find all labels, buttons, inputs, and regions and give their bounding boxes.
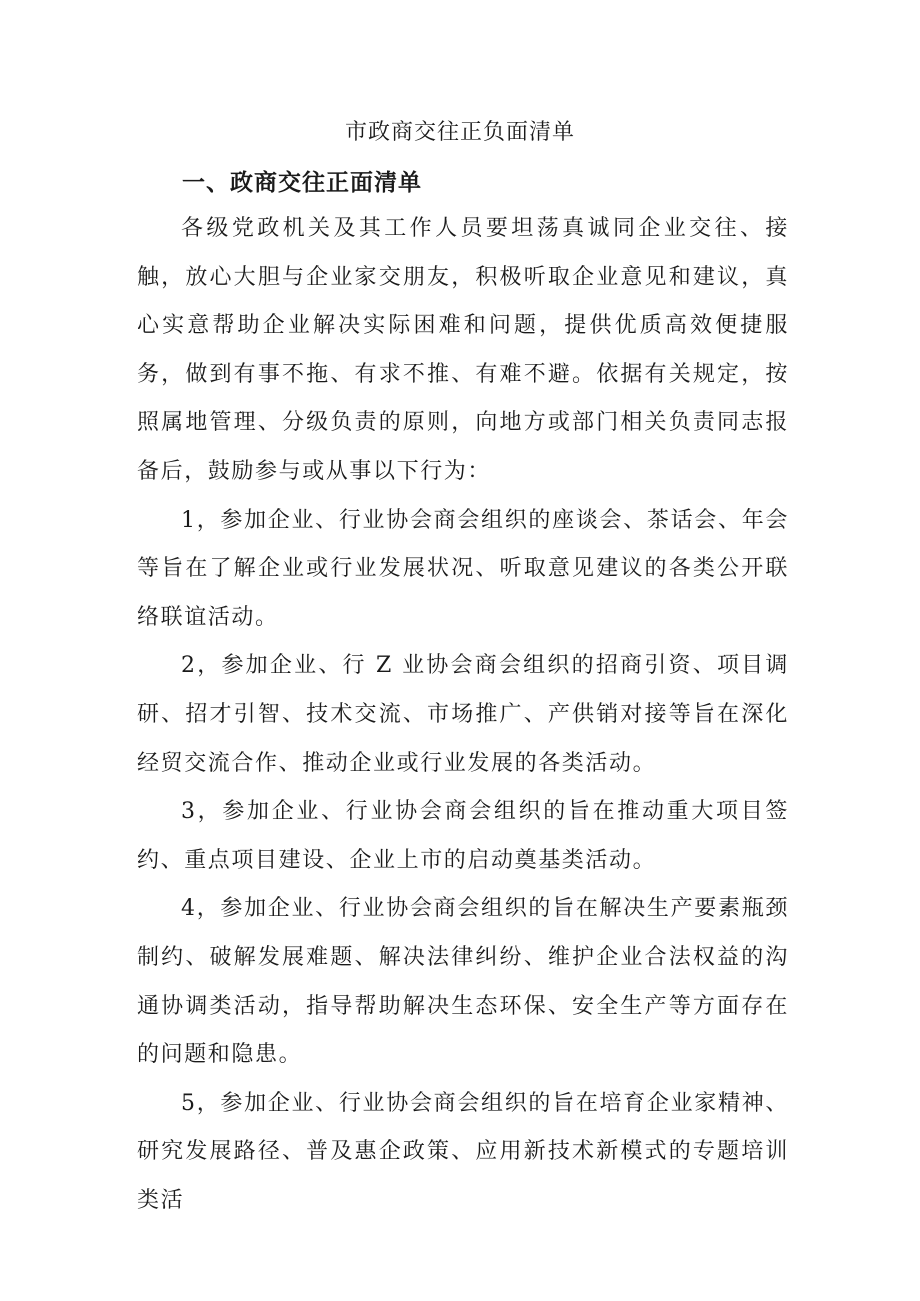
document-body <box>137 205 789 1225</box>
list-item-1: 1，参加企业、行业协会商会组织的座谈会、茶话会、年会等旨在了解企业或行业发展状况、听取意见建议的各类公开联络联谊活动。 <box>137 507 789 630</box>
list-item-2: 2，参加企业、行 Z 业协会商会组织的招商引资、项目调研、招才引智、技术交流、市场推广、产供销对接等旨在深化经贸交流合作、推动企业或行业发展的各类活动。 <box>137 653 789 776</box>
intro-paragraph: 各级党政机关及其工作人员要坦荡真诚同企业交往、接触，放心大胆与企业家交朋友，积极听取企业意见和建议，真心实意帮助企业解决实际困难和问题，提供优质高效便捷服务，做到有事不拖、有求不推、有难不避。依据有关规定，按照属地管理、分级负责的原则，向地方或部门相关负责同志报备后，鼓励参与或从事以下行为： <box>137 216 789 484</box>
list-item-4: 4，参加企业、行业协会商会组织的旨在解决生产要素瓶颈制约、破解发展难题、解决法律纠纷、维护企业合法权益的沟通协调类活动，指导帮助解决生态环保、安全生产等方面存在的问题和隐患。 <box>137 896 789 1068</box>
section-heading: 一、政商交往正面清单 <box>182 169 422 196</box>
document-title: 市政商交往正负面清单 <box>344 120 575 145</box>
list-item-3: 3，参加企业、行业协会商会组织的旨在推动重大项目签约、重点项目建设、企业上市的启动奠基类活动。 <box>137 799 789 873</box>
list-item-5: 5，参加企业、行业协会商会组织的旨在培育企业家精神、研究发展路径、普及惠企政策、应用新技术新模式的专题培训类活 <box>137 1090 789 1213</box>
